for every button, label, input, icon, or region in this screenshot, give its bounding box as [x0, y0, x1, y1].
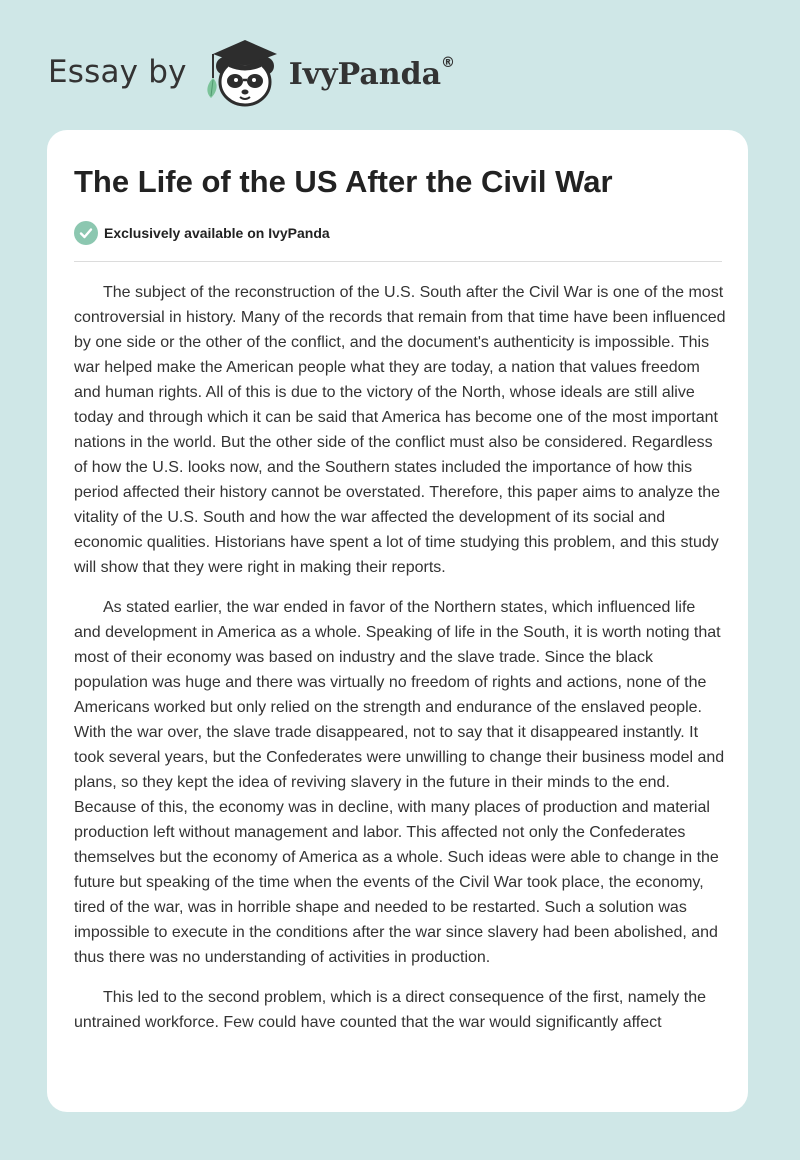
paragraph: This led to the second problem, which is a direct consequence of the first, namely the untrained workforce. Few could have counted that the war would significantly affect [74, 989, 706, 1031]
essay-by-label: Essay by [48, 54, 187, 90]
site-header [48, 34, 455, 110]
exclusive-badge-label: Exclusively available on IvyPanda [104, 225, 330, 241]
exclusive-badge [74, 221, 330, 245]
essay-body [74, 280, 726, 1050]
essay-card [47, 130, 748, 1112]
panda-graduation-cap-icon[interactable] [199, 34, 285, 110]
paragraph: As stated earlier, the war ended in favor of the Northern states, which influenced life and development in America as a whole. Speaking of life in the South, it is worth noting that most of their economy was based on industry and the slave trade. Since the black population was huge and there was virtually no freedom of rights and actions, none of the Americans worked but only relied on the strength and endurance of the enslaved people. With the war over, the slave trade disappeared, not to say that it disappeared instantly. It took several years, but the Confederates were unwilling to change their business model and plans, so they kept the idea of reviving slavery in the future in their minds to the end. Because of this, the economy was in decline, with many places of production and material production left without management and labor. This affected not only the Confederates themselves but the economy of America as a whole. Such ideas were able to change in the future but speaking of the time when the events of the Civil War took place, the economy, tired of the war, was in horrible shape and needed to be restarted. Such a solution was impossible to execute in the conditions after the war since slavery had been abolished, and thus there was no understanding of activities in production. [74, 599, 725, 966]
paragraph: The subject of the reconstruction of the U.S. South after the Civil War is one of the most controversial in history. Many of the records that remain from that time have been influenced by one side or the other of the conflict, and the document's authenticity is impossible. This war helped make the American people what they are today, a nation that values freedom and human rights. All of this is due to the victory of the North, whose ideals are still alive today and through which it can be said that America has become one of the most important nations in the world. But the other side of the conflict must also be considered. Regardless of how the U.S. looks now, and the Southern states included the importance of how this period affected their history cannot be overstated. Therefore, this paper aims to analyze the vitality of the U.S. South and how the war affected the development of its social and economic qualities. Historians have spent a lot of time studying this problem, and this study will show that they were right in making their reports. [74, 284, 726, 576]
divider [74, 261, 722, 262]
check-circle-icon [74, 221, 98, 245]
trademark-symbol: ® [441, 54, 456, 71]
brand-name[interactable]: IvyPanda® [288, 54, 456, 92]
essay-title: The Life of the US After the Civil War [74, 164, 613, 199]
